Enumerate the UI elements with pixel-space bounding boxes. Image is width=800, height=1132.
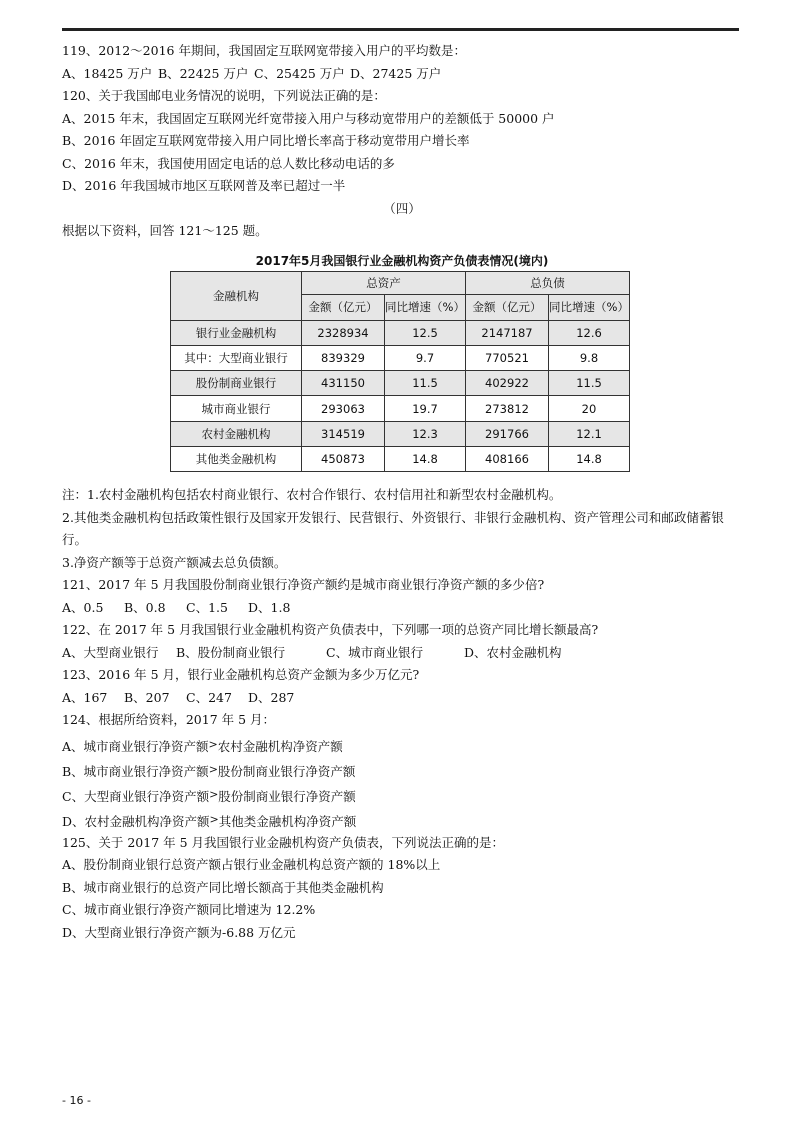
option-d: D、1.8 xyxy=(248,599,291,615)
option-c: C、1.5 xyxy=(186,599,228,615)
cell-name: 城市商业银行 xyxy=(171,396,302,421)
option-d: D、大型商业银行净资产额为-6.88 万亿元 xyxy=(62,924,296,940)
cell-assets-growth: 9.7 xyxy=(385,345,466,370)
cell-liab-growth: 14.8 xyxy=(549,446,630,471)
header-institution: 金融机构 xyxy=(171,271,302,320)
question-125-stem: 125、关于 2017 年 5 月我国银行业金融机构资产负债表，下列说法正确的是： xyxy=(62,834,505,850)
option-c: C、城市商业银行净资产额同比增速为 12.2% xyxy=(62,902,316,918)
option-b: B、城市商业银行的总资产同比增长额高于其他类金融机构 xyxy=(62,879,384,895)
cell-name: 其中：大型商业银行 xyxy=(171,345,302,370)
header-total-liabilities: 总负债 xyxy=(466,271,630,294)
question-123-stem: 123、2016 年 5 月，银行业金融机构总资产金额为多少万亿元? xyxy=(62,667,420,683)
option-a: A、大型商业银行 xyxy=(62,644,159,660)
cell-assets-growth: 12.3 xyxy=(385,421,466,446)
table-title: 2017年5月我国银行业金融机构资产负债表情况(境内) xyxy=(255,253,549,268)
header-assets-amount: 金额（亿元） xyxy=(302,294,385,320)
balance-sheet-table-block xyxy=(62,251,742,473)
option-b: B、股份制商业银行 xyxy=(176,644,286,660)
notes xyxy=(62,484,742,574)
option-a: A、股份制商业银行总资产额占银行业金融机构总资产额的 18%以上 xyxy=(62,857,441,873)
option-d: D、2016 年我国城市地区互联网普及率已超过一半 xyxy=(62,178,346,193)
cell-liab-growth: 11.5 xyxy=(549,371,630,396)
table-row xyxy=(171,446,630,471)
cell-liab-growth: 12.6 xyxy=(549,320,630,345)
cell-assets: 293063 xyxy=(302,396,385,421)
option-c: C、城市商业银行 xyxy=(326,644,424,660)
cell-liab: 273812 xyxy=(466,396,549,421)
cell-assets: 839329 xyxy=(302,345,385,370)
cell-name: 银行业金融机构 xyxy=(171,320,302,345)
question-122-options xyxy=(62,642,742,665)
cell-liab-growth: 9.8 xyxy=(549,345,630,370)
question-122-stem: 122、在 2017 年 5 月我国银行业金融机构资产负债表中，下列哪一项的总资产同比增长额最高? xyxy=(62,622,599,638)
cell-name: 农村金融机构 xyxy=(171,421,302,446)
header-liab-amount: 金额（亿元） xyxy=(466,294,549,320)
option-c: C、2016 年末，我国使用固定电话的总人数比移动电话的多 xyxy=(62,155,395,171)
note-3: 3.净资产额等于总资产额减去总负债额。 xyxy=(62,554,287,570)
cell-liab: 402922 xyxy=(466,371,549,396)
question-121-stem: 121、2017 年 5 月我国股份制商业银行净资产额约是城市商业银行净资产额的多少倍? xyxy=(62,577,545,593)
table-row xyxy=(171,371,630,396)
question-119-options xyxy=(62,63,742,86)
option-label: D、农村金融机构净资产额 xyxy=(62,813,210,829)
cell-liab: 2147187 xyxy=(466,320,549,345)
option-a: A、18425 万户 xyxy=(62,65,153,81)
table-row xyxy=(171,396,630,421)
option-rest: 股份制商业银行净资产额 xyxy=(217,763,356,779)
table-row xyxy=(171,345,630,370)
page-content xyxy=(62,40,742,944)
header-assets-growth: 同比增速（%） xyxy=(385,294,466,320)
cell-assets-growth: 14.8 xyxy=(385,446,466,471)
option-label: A、城市商业银行净资产额 xyxy=(62,738,209,754)
cell-name: 其他类金融机构 xyxy=(171,446,302,471)
option-b: B、207 xyxy=(124,689,170,705)
option-rest: 股份制商业银行净资产额 xyxy=(218,788,356,804)
option-d: D、287 xyxy=(248,689,295,705)
question-120-stem: 120、关于我国邮电业务情况的说明，下列说法正确的是： xyxy=(62,88,386,103)
greater-than-sign: > xyxy=(209,787,219,801)
question-119-stem: 119、2012～2016 年期间，我国固定互联网宽带接入用户的平均数是： xyxy=(62,43,466,58)
option-b: B、2016 年固定互联网宽带接入用户同比增长率高于移动宽带用户增长率 xyxy=(62,133,470,148)
question-121-options xyxy=(62,597,742,620)
option-a: A、0.5 xyxy=(62,599,104,615)
question-124-stem: 124、根据所给资料，2017 年 5 月： xyxy=(62,712,276,728)
option-c: C、247 xyxy=(186,689,232,705)
greater-than-sign: > xyxy=(208,762,218,776)
greater-than-sign: > xyxy=(208,737,218,751)
option-rest: 其他类金融机构净资产额 xyxy=(218,813,357,829)
section-title: （四） xyxy=(383,200,421,216)
greater-than-sign: > xyxy=(209,812,219,826)
option-a: A、2015 年末，我国固定互联网光纤宽带接入用户与移动宽带用户的差额低于 50000 户 xyxy=(62,110,555,126)
note-1: 注：1.农村金融机构包括农村商业银行、农村合作银行、农村信用社和新型农村金融机构。 xyxy=(62,487,562,503)
note-2: 2.其他类金融机构包括政策性银行及国家开发银行、民营银行、外资银行、非银行金融机构、资产管理公司和邮政储蓄银行。 xyxy=(62,509,724,548)
option-label: C、大型商业银行净资产额 xyxy=(62,788,210,804)
cell-liab: 408166 xyxy=(466,446,549,471)
cell-liab: 291766 xyxy=(466,421,549,446)
option-label: B、城市商业银行净资产额 xyxy=(62,763,209,779)
option-c: C、25425 万户 xyxy=(254,65,345,81)
table-row xyxy=(171,320,630,345)
option-d: D、农村金融机构 xyxy=(464,644,562,660)
header-rule xyxy=(62,28,739,31)
header-liab-growth: 同比增速（%） xyxy=(549,294,630,320)
table-row xyxy=(171,421,630,446)
option-d xyxy=(62,807,742,832)
header-total-assets: 总资产 xyxy=(302,271,466,294)
option-rest: 农村金融机构净资产额 xyxy=(217,738,343,754)
option-a: A、167 xyxy=(62,689,108,705)
option-a xyxy=(62,732,742,757)
cell-liab: 770521 xyxy=(466,345,549,370)
section-intro: 根据以下资料，回答 121～125 题。 xyxy=(62,223,268,238)
cell-liab-growth: 20 xyxy=(549,396,630,421)
option-b xyxy=(62,757,742,782)
question-123-options xyxy=(62,687,742,710)
cell-assets: 2328934 xyxy=(302,320,385,345)
cell-liab-growth: 12.1 xyxy=(549,421,630,446)
option-b: B、22425 万户 xyxy=(158,65,249,81)
option-b: B、0.8 xyxy=(124,599,166,615)
option-c xyxy=(62,782,742,807)
balance-sheet-table xyxy=(170,271,630,473)
cell-assets: 450873 xyxy=(302,446,385,471)
cell-assets-growth: 12.5 xyxy=(385,320,466,345)
cell-assets-growth: 11.5 xyxy=(385,371,466,396)
cell-name: 股份制商业银行 xyxy=(171,371,302,396)
cell-assets: 431150 xyxy=(302,371,385,396)
cell-assets-growth: 19.7 xyxy=(385,396,466,421)
option-d: D、27425 万户 xyxy=(350,65,442,81)
cell-assets: 314519 xyxy=(302,421,385,446)
page-number: - 16 - xyxy=(62,1094,91,1107)
